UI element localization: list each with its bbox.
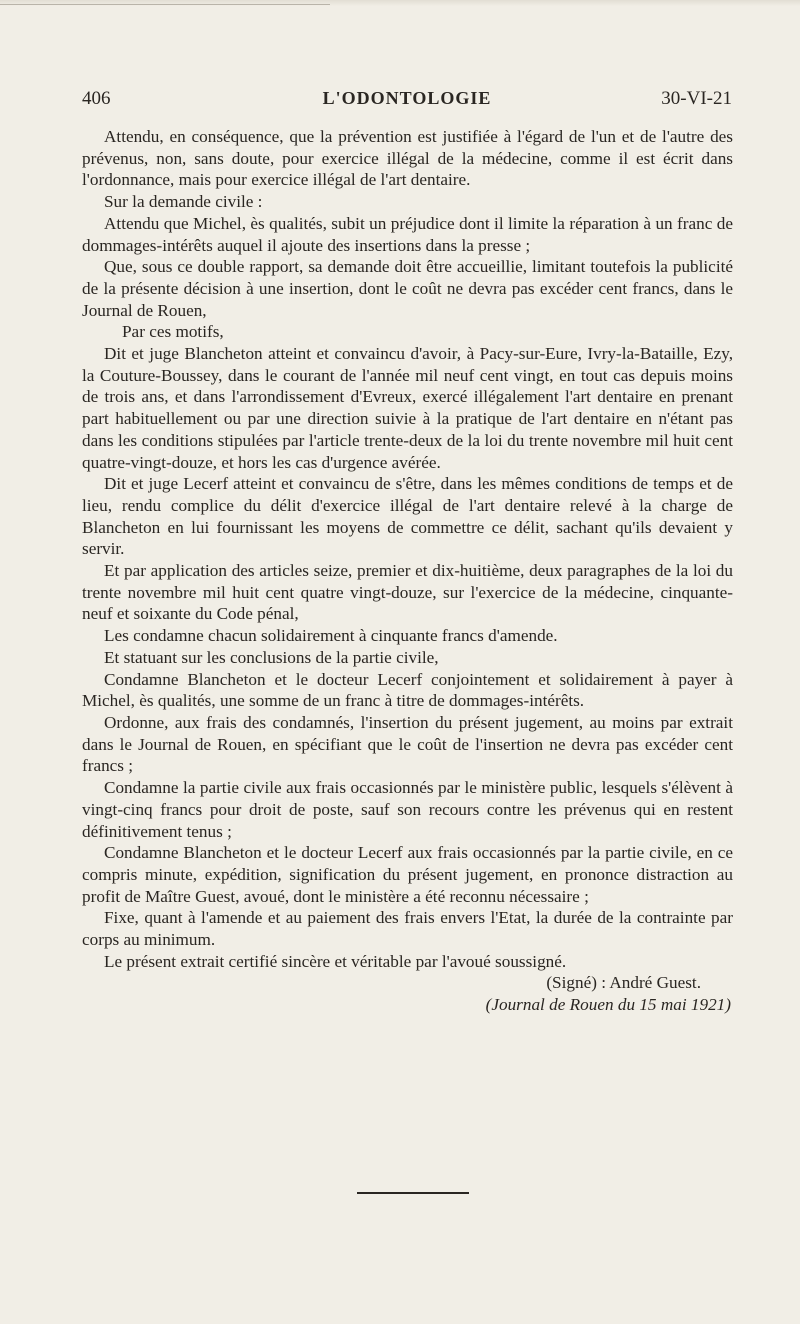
issue-date: 30-VI-21 xyxy=(661,88,732,109)
running-header xyxy=(82,88,732,120)
page-edge-line xyxy=(0,4,330,5)
paragraph: Par ces motifs, xyxy=(122,322,224,342)
paragraph: Dit et juge Lecerf atteint et convaincu de s'être, dans les mêmes conditions de temps et de lieu, rendu complice du délit d'exercice illégal de l'art dentaire relevé à la charge de Blancheton en lui fournissant les moyens de commettre ce délit, sachant qu'ils devaient y servir. xyxy=(82,474,733,559)
article-body xyxy=(82,126,733,1016)
paragraph: Et statuant sur les conclusions de la partie civile, xyxy=(104,647,439,667)
paragraph: Sur la demande civile : xyxy=(104,192,263,212)
paragraph: Condamne Blancheton et le docteur Lecerf aux frais occasionnés par la partie civile, en ce compris minute, expédition, signification du présent jugement, en prononce distraction au profit de Maître Guest, avoué, dont le ministère a été reconnu nécessaire ; xyxy=(82,843,733,906)
paragraph: Les condamne chacun solidairement à cinquante francs d'amende. xyxy=(104,626,558,646)
source-citation: (Journal de Rouen du 15 mai 1921) xyxy=(485,995,731,1015)
paragraph: Condamne la partie civile aux frais occasionnés par le ministère public, lesquels s'élèvent à vingt-cinq francs pour droit de poste, sauf son recours contre les prévenus qui en restent définitivement tenus ; xyxy=(82,778,733,841)
paragraph: Le présent extrait certifié sincère et véritable par l'avoué soussigné. xyxy=(104,951,567,971)
paragraph: Dit et juge Blancheton atteint et convaincu d'avoir, à Pacy-sur-Eure, Ivry-la-Bataille, Ezy, la Couture-Boussey, dans le courant de l'année mil neuf cent vingt, en tout cas depuis moins de trois ans, et dans l'arrondissement d'Evreux, exercé illégalement l'art dentaire en prenant part habituellement ou par une direction suivie à la pratique de l'art dentaire en n'étant pas dans les conditions stipulées par l'article trente-deux de la loi du trente novembre mil huit cent quatre-vingt-douze, et hors les cas d'urgence avérée. xyxy=(82,344,733,472)
journal-title: L'ODONTOLOGIE xyxy=(322,88,492,108)
paragraph: Et par application des articles seize, premier et dix-huitième, deux paragraphes de la loi du trente novembre mil huit cent quatre vingt-douze, sur l'exercice de la médecine, cinquante-neuf et soixante du Code pénal, xyxy=(82,561,733,624)
paragraph: Fixe, quant à l'amende et au paiement des frais envers l'Etat, la durée de la contrainte par corps au minimum. xyxy=(82,908,733,950)
closing-rule xyxy=(357,1192,469,1194)
paragraph: Attendu que Michel, ès qualités, subit un préjudice dont il limite la réparation à un franc de dommages-intérêts auquel il ajoute des insertions dans la presse ; xyxy=(82,213,733,255)
signature: (Signé) : André Guest. xyxy=(546,973,701,993)
paragraph: Ordonne, aux frais des condamnés, l'insertion du présent jugement, au moins par extrait dans le Journal de Rouen, en spécifiant que le coût de l'insertion ne devra pas excéder cent francs ; xyxy=(82,712,733,776)
page-top-edge xyxy=(0,0,800,6)
page-number: 406 xyxy=(82,88,111,109)
paragraph: Attendu, en conséquence, que la prévention est justifiée à l'égard de l'un et de l'autre des prévenus, non, sans doute, pour exercice illégal de la médecine, comme il est écrit dans l'ordonnance, mais pour exercice illégal de l'art dentaire. xyxy=(82,127,733,190)
paragraph: Condamne Blancheton et le docteur Lecerf conjointement et solidairement à payer à Michel, ès qualités, une somme de un franc à titre de dommages-intérêts. xyxy=(82,669,733,711)
paragraph: Que, sous ce double rapport, sa demande doit être accueillie, limitant toutefois la publicité de la présente décision à une insertion, dont le coût ne devra pas excéder cent francs, dans le Journal de Rouen, xyxy=(82,257,733,320)
